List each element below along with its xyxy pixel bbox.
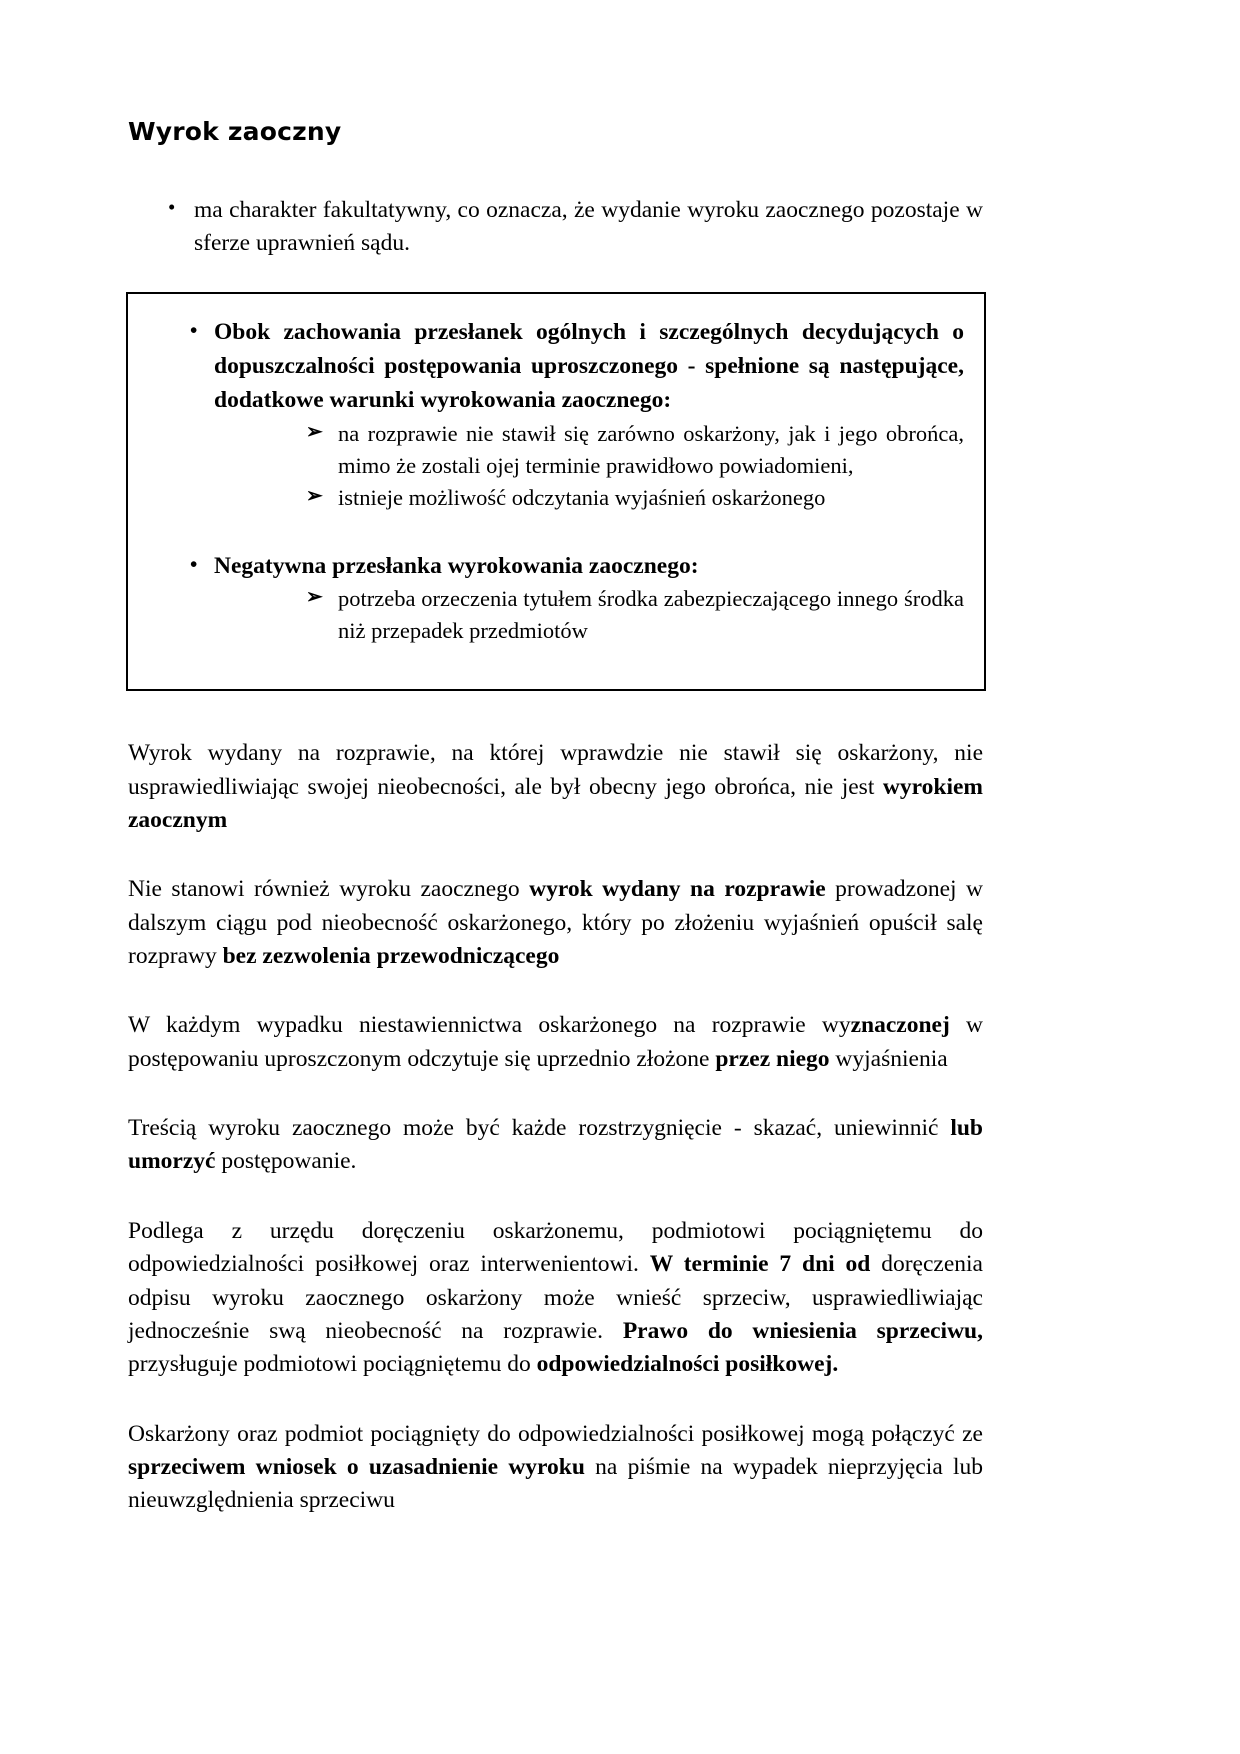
emphasis-text: bez zezwolenia przewodniczącego [222, 943, 560, 970]
intro-bullet-item: • ma charakter fakultatywny, co oznacza, że wydanie wyroku zaocznego pozostaje w sferze uprawnień sądu. [128, 194, 983, 261]
body-text: doręczenia odpisu wyroku zaocznego oskarżony może wnieść sprzeciw, usprawiedliwiając jednocześnie swą nieobecność na rozprawie. [128, 1251, 983, 1344]
body-text: Wyrok wydany na rozprawie, na której wprawdzie nie stawił się oskarżony, nie usprawiedliwiając swojej nieobecności, ale był obecny jego obrońca, nie jest [128, 740, 983, 800]
box-sub-item: ➢ istnieje możliwość odczytania wyjaśnień oskarżonego [306, 482, 964, 514]
body-text: Oskarżony oraz podmiot pociągnięty do odpowiedzialności posiłkowej mogą połączyć ze [128, 1420, 983, 1447]
emphasis-text: Prawo do wniesienia sprzeciwu, [622, 1317, 983, 1344]
emphasis-text: wyrokiem zaocznym [128, 773, 983, 833]
box-sublist-negative [148, 583, 964, 647]
page-title: Wyrok zaoczny [128, 117, 342, 146]
intro-bullet-list [128, 194, 983, 261]
paragraph [128, 1215, 983, 1382]
emphasis-text: wyrok wydany na rozprawie [529, 876, 826, 903]
emphasis-text: znaczonej [850, 1012, 950, 1039]
box-sublist-conditions [148, 418, 964, 514]
document-content [128, 118, 983, 1518]
emphasis-text: W terminie 7 dni od [649, 1251, 871, 1278]
emphasis-text: sprzeciwem wniosek o uzasadnienie wyroku [128, 1453, 585, 1480]
emphasis-text: odpowiedzialności posiłkowej. [536, 1351, 839, 1378]
paragraph [128, 1112, 983, 1179]
body-paragraphs [128, 737, 983, 1517]
body-text: Treścią wyroku zaocznego może być każde rozstrzygnięcie - skazać, uniewinnić [128, 1115, 951, 1142]
box-sub-item: ➢ potrzeba orzeczenia tytułem środka zabezpieczającego innego środka niż przepadek przedmiotów [306, 583, 964, 647]
body-text: Podlega z urzędu doręczeniu oskarżonemu, podmiotowi pociągniętemu do odpowiedzialności posiłkowej oraz interwenientowi. [128, 1217, 983, 1278]
emphasis-text: lub umorzyć [128, 1115, 983, 1175]
body-text: wyjaśnienia [829, 1045, 948, 1072]
body-text: W każdym wypadku niestawiennictwa oskarżonego na rozprawie wy [128, 1012, 851, 1039]
highlighted-box [126, 292, 986, 691]
box-bullet-heading-negative: • Negatywna przesłanka wyrokowania zaocznego: [148, 550, 964, 584]
body-text: prowadzonej w dalszym ciągu pod nieobecność oskarżonego, który po złożeniu wyjaśnień opuścił salę rozprawy [128, 876, 984, 970]
body-text: postępowanie. [215, 1148, 357, 1175]
body-text: przysługuje podmiotowi pociągniętemu do [128, 1351, 537, 1378]
box-bullet-heading-conditions: • Obok zachowania przesłanek ogólnych i szczególnych decydujących o dopuszczalności postępowania uproszczonego - spełnione są następujące, dodatkowe warunki wyrokowania zaocznego: [148, 316, 964, 417]
body-text: Nie stanowi również wyroku zaocznego [128, 876, 530, 903]
box-sub-item: ➢ na rozprawie nie stawił się zarówno oskarżony, jak i jego obrońca, mimo że zostali ojej terminie prawidłowo powiadomieni, [306, 418, 964, 482]
body-text: w postępowaniu uproszczonym odczytuje się uprzednio złożone [128, 1012, 983, 1072]
paragraph [128, 873, 983, 973]
body-text: na piśmie na wypadek nieprzyjęcia lub nieuwzględnienia sprzeciwu [128, 1453, 984, 1514]
paragraph [128, 737, 983, 837]
emphasis-text: przez niego [715, 1045, 830, 1072]
paragraph [128, 1009, 983, 1076]
box-bullet-list [148, 316, 964, 647]
paragraph [128, 1418, 983, 1518]
